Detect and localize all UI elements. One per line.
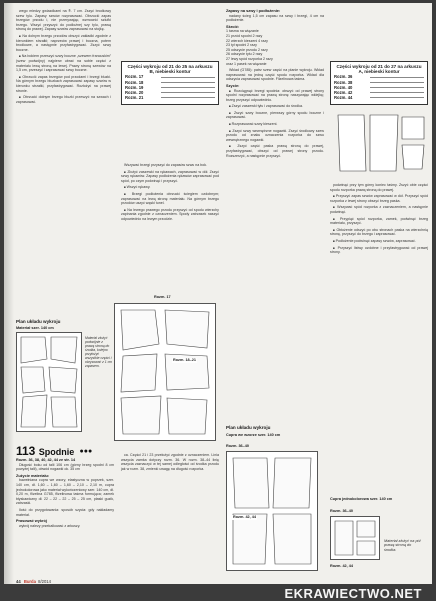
col4-sizes-box xyxy=(330,61,428,105)
column-1-text xyxy=(16,9,111,106)
layout-plan-drawing-4 xyxy=(331,517,379,559)
col4-box-title: Części wykroju od 21 do 27 na arkuszu A, niebieski kontur xyxy=(334,64,424,74)
col2-bottom-paragraph: ca. Części 21 i 23 przełożyć zgodnie z oznaczeniem. Linia wszycia zamka dotyczy rozm. 36. W rozm. 38–44 linię wszycia zaznaczyć w tej samej odległości od środka przodu jak w rozm. 38, zmienić uwagę na długość rozporka. xyxy=(121,453,219,471)
col3-intro: nadany ścieg 1,5 cm zapasu na szwy i brzegi, 4 cm na podłożenie. xyxy=(226,14,324,23)
col2-paragraph: ■ Na lewego prawego przodu przyszyć od spodu wierzchy zapinania zgodnie z oznaczeniem. Spody zatrzasek naszyć odpowiednio na lewym przodzie. xyxy=(121,208,219,222)
col3-list-item: 1 tasma na wiązanie xyxy=(226,29,324,34)
col1-layout-plan xyxy=(16,332,82,432)
col3-list-item: 26 odszycie tyłu 2 razy xyxy=(226,52,324,57)
size-row: Rozm. 40 xyxy=(334,85,424,90)
pattern-title: Spodnie xyxy=(39,447,75,457)
layout-plan-drawing-3 xyxy=(227,452,317,570)
page-fold-shadow xyxy=(4,3,14,591)
col4-paragraph: ■ Przyszyć zapas szwów zaprasować w dół. Przyszyć spód rozporka z lewej strony obszyć brzeg paska. xyxy=(330,194,428,203)
col3-list-item: 25 odszycie przodu 2 razy xyxy=(226,48,324,53)
size-row: Rozm. 20 xyxy=(125,90,215,95)
col3-paragraph: Szycie: xyxy=(226,84,324,89)
col1-plan-fabric: Materiał szer. 140 cm xyxy=(16,326,54,331)
materials-heading: Zużycie materiału: xyxy=(16,474,114,479)
difficulty-dots-icon: ●●● xyxy=(80,448,93,455)
layout-plan-drawing-2 xyxy=(115,304,215,440)
col4-paragraph: ■ Przypiąć spód rozporka, zamek, podwinąć brzeg materiału, przyszyć. xyxy=(330,217,428,226)
col2-layout-plan xyxy=(114,303,216,441)
col1-paragraph: ■ Obrzucić zapas brzegów pod przodami i brzegi bluzki. Na górnym brzegu bluzkach zaprasować zapasy szwów w kierunku strzałki, przyfastrygować. Rozłożyć na prawej stronie. xyxy=(16,75,111,93)
col2-paragraph: ■ Wszyć rękawy. xyxy=(121,185,219,190)
size-row: Rozm. 21 xyxy=(125,95,215,100)
col2-fig-label-2: Rozm. 18–21 xyxy=(172,358,197,363)
col2-sizes-box xyxy=(121,61,219,105)
col1-paragraph: ■ Obrzucić dolnym brzegu bluzki przeszyć na szwach i zaprasować. xyxy=(16,95,111,104)
pattern-desc: Długość boku od talii 106 cm (górny brzeg spodni 8 cm powyżej talii), obwód nogawki ok. 35 cm xyxy=(16,463,114,472)
col3-paragraph: ■ Rozprasować szwy kieszeni. xyxy=(226,122,324,127)
col2-paragraph: ■ Brzegi podłożenia obrzucić ściegiem ozdobnym; zaprasować na lewą stronę materiału. Na górnym brzegu przodów uszyć wąski tunel. xyxy=(121,192,219,206)
col4-layout-plan xyxy=(330,516,380,560)
page-number: 44 xyxy=(16,579,21,584)
col2-paragraph: ■ Złożyć zaszewki na rękawach, zaprasować w dół. Zszyć szwy rękawów. Zapasy podłożenia rękawów zaprasować pod spód, po czym podwinąć i przyszyć. xyxy=(121,170,219,184)
col3-plan-label: Cupra we wzorze szer. 140 cm xyxy=(226,433,316,438)
size-row: Rozm. 36 xyxy=(334,74,424,79)
col2-paragraph: Wszywać brzegi przyszyć do zapasów szwu na bok. xyxy=(121,163,219,168)
method-text: wykrój nalezy przekalkować z arkuszy. xyxy=(16,524,114,529)
col1-paragraph: ■ Na bokiem przeszyć szwy boczne „szewem francuskim” (szew podwójny) najpierw ubrać na sobie części z materiału lewą stroną na lewej. Prawy stroną szewów na 1,5 cm, przeszyć i zaprasować szwy boczne. xyxy=(16,54,111,72)
pattern113-text xyxy=(16,458,114,530)
col4-pattern-diagram xyxy=(334,111,428,175)
column-4-text xyxy=(330,183,428,257)
col4-paragraph: ■ Wszywać spód rozporka z zaznaczeniem, a następnie podwinąć. xyxy=(330,205,428,214)
col4-paragraph: ■ Przyszyć listwy ozdobne i przyfastrygować od prawej strony. xyxy=(330,246,428,255)
size-row: Rozm. 19 xyxy=(125,85,215,90)
pattern-sizes: Rozm. 36, 38, 40, 42, 44 ze str. 14 xyxy=(16,458,114,463)
method-heading: Prasować wykrój xyxy=(16,519,114,524)
size-row: Rozm. 42 xyxy=(334,90,424,95)
col2-box-title: Części wykroju od 21 do 25 na arkuszu B, niebieski kontur xyxy=(125,64,215,74)
col4-fig-caption: Materiał złożyć na pół prawą stroną do środka. xyxy=(384,539,424,552)
pattern-pieces-drawing xyxy=(334,111,428,175)
col2-fig-label-1: Rozm. 17 xyxy=(154,295,171,300)
col4-paragraph: ■ Podłożenie podwinąć zapasy szwów, zaprasować. xyxy=(330,239,428,244)
col3-paragraph: ■ Zszyć część paska prawą stroną do prawej, przyfastrygować, obszyć od prawej strony przodu. Rozszerzyć, a następnie przyszyć. xyxy=(226,144,324,158)
col3-plan-heading: Plan układu wykroju xyxy=(226,425,270,430)
issue-number: 8/2014 xyxy=(38,579,51,584)
col3-list-item: oraz 1 pasek na wiązanie xyxy=(226,62,324,67)
col3-list-item: 21 przód spodni 2 razy xyxy=(226,34,324,39)
size-row: Rozm. 17 xyxy=(125,74,215,79)
column-3-text xyxy=(226,9,324,160)
col3-paragraph: ■ Zszyć szwy wewnętrzne nogawki. Zszyć środkowy szew przodu od znaku oznaczenia rozporka do szwu wewnętrznego nogawki. xyxy=(226,129,324,143)
col1-plan-heading: Plan układu wykroju xyxy=(16,319,60,324)
col4-fabric-label: Cupra jednokolorowa szer. 140 cm xyxy=(330,497,400,502)
col4-paragraph: podwinąć przy tym górny koniec taśmy. Zszyć obie części spodu rozporka prawą stroną do prawej. xyxy=(330,183,428,192)
col4-paragraph: ■ Obłożenie odszyć po obu stronach paska na wierzchnią stronę, przyszyć do brzegu i zaprasować. xyxy=(330,228,428,237)
size-row: Rozm. 38 xyxy=(334,80,424,85)
col3-layout-plan xyxy=(226,451,318,571)
column-2-text xyxy=(121,163,219,224)
col3-list-item: 23 tył spodni 2 razy xyxy=(226,43,324,48)
col1-paragraph: ■ Na dolnym brzegu przodów obszyć zakładki zgodnie z kierunkiem strzałki; naprzeciw prawej i boczna, potem brodkowe, a następnie przyfastrygować. Zszyć szwy boczne. xyxy=(16,34,111,52)
col1-paragraph: wego miedzy gwiazdkami na ®. 7 cm. Zszyć brodkowy szew tylu. Zapasy szwów rozprasować. Obrzucić zapas brzegów przodu i, nie przerywając, wzmocnić szlufki brzegu. Wszyć przyszyć do podłożnej szy tylu, prawą stroną do prawej. Zapasy szwów zaprasować na stojkę. xyxy=(16,9,111,32)
size-row: Rozm. 44 xyxy=(334,95,424,100)
col1-plan-note: Materiał złożyć podwójnie z prawą stroną do środka, kolejno przyłożyć wszystkie części i obrysować z 1 cm zapasem. xyxy=(85,336,113,368)
extra-text: Ilość do przygotowania: sposób szycia: gdy nakładamy materiał. xyxy=(16,508,114,517)
pattern-number: 113 Spodnie ●●● xyxy=(16,444,92,458)
col3-paragraph: ■ Rozciągnąć brzegi spodnia: obszyć od prawej strony spodni rozprasować na prawą stronę naszywając wklejkę; brzeg przyszyć odpowiednio. xyxy=(226,89,324,103)
col3-paragraph: Wklad (G785): patrz szew część na planie wykroju. Wkład naprasować na jedną część spodu rozporka. Wkład dla odszycia zaprasować spodnie. Flizelinowa taśma. xyxy=(226,68,324,82)
col3-paragraph: ■ Zszyć szwy boczne, pierwszy górny spodu boczne i zaprasować. xyxy=(226,111,324,120)
col3-list-item: 27 lewy spód rozporka 2 razy xyxy=(226,57,324,62)
col3-list-heading: Skroić: xyxy=(226,25,324,30)
brand-name: Burda xyxy=(24,579,36,584)
size-row: Rozm. 18 xyxy=(125,80,215,85)
materials-text: bawełniana cupra we wzory, elastyczna w poprzek, szer. 140 cm, dł. 1,60 – 1,60 – 1,60 – 2,10 – 2,10 m, cupra jednokolorowa jako materiał wykończeniowy szer. 140 cm, dł. 0,20 m, flizelina G785, flizelinowa taśma formująca; zamek błyskawiczny dł. 22 – 22 – 22 – 25 – 25 cm, płaski guzik, zatrzaski. xyxy=(16,478,114,506)
column-2-bottom-text xyxy=(121,453,219,473)
col4-size-1: Rozm. 36–40 xyxy=(330,509,353,514)
col3-size-1: Rozm. 36–40 xyxy=(226,444,249,449)
col3-heading: Zapasy na szwy i podłożenie: xyxy=(226,9,324,14)
col3-paragraph: ■ Zszyć zaszewki tyłu i zaprasować do środka. xyxy=(226,104,324,109)
layout-plan-drawing xyxy=(17,333,81,431)
col4-size-2: Rozm. 42, 44 xyxy=(330,564,353,569)
col3-list-item: 22 wierzch kieszeni 4 razy xyxy=(226,39,324,44)
watermark: EKRAWIECTWO.NET xyxy=(285,586,423,601)
magazine-page xyxy=(4,3,432,591)
col3-size-2: Rozm. 42, 44 xyxy=(232,515,257,520)
